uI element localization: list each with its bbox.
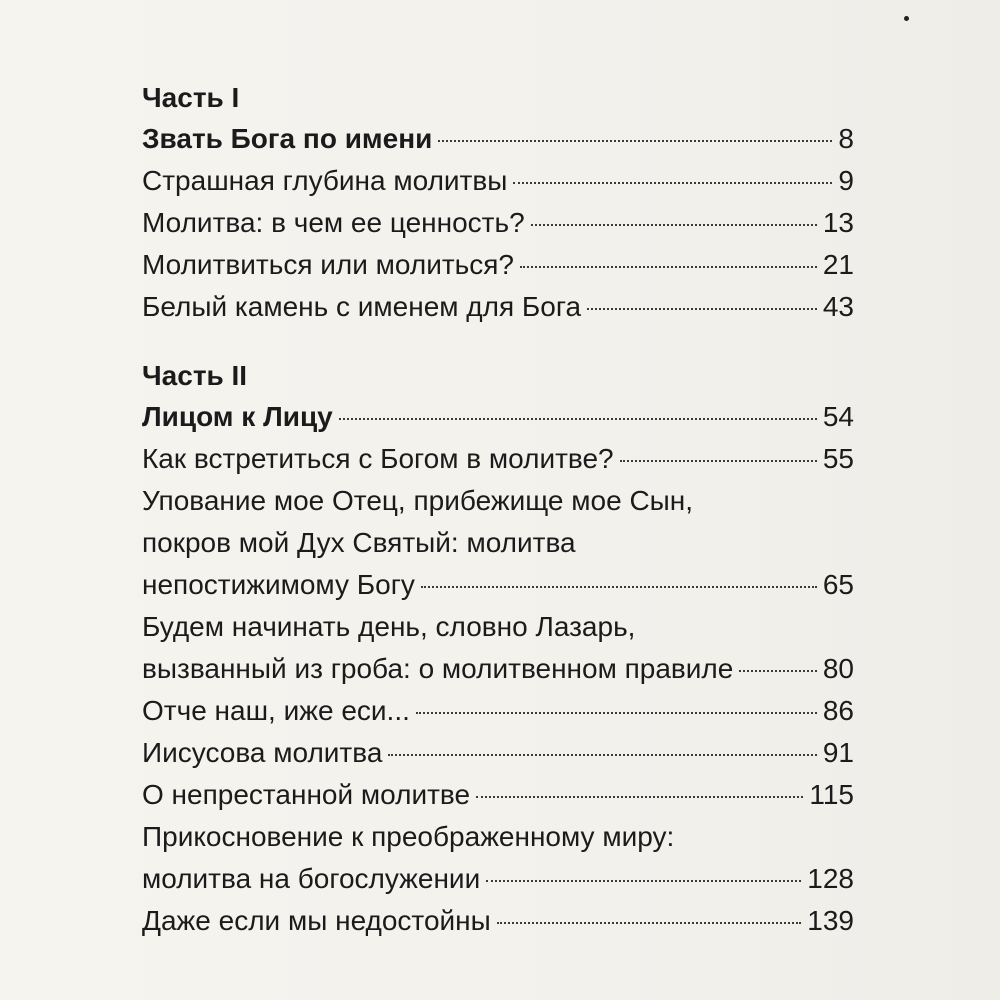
dot-leader (421, 586, 817, 588)
toc-entry (142, 732, 854, 774)
entry-title: О непрестанной молитве (142, 779, 471, 810)
dot-leader (416, 712, 817, 714)
page-number: 91 (822, 737, 854, 768)
entry-title: Как встретиться с Богом в молитве? (142, 443, 614, 474)
page-number: 128 (807, 863, 854, 894)
part-label: Часть I (142, 82, 240, 113)
page-number: 9 (838, 165, 854, 196)
page-number: 55 (822, 443, 854, 474)
entry-title: Даже если мы недостойны (142, 905, 491, 936)
entry-title: Иисусова молитва (142, 737, 383, 768)
dot-leader (739, 670, 817, 672)
entry-title-line: Будем начинать день, словно Лазарь, (142, 611, 636, 642)
toc-entry (142, 244, 854, 286)
toc-entry (142, 858, 854, 900)
page-number: 43 (822, 291, 854, 322)
dot-leader (620, 460, 817, 462)
part-title-row (142, 396, 854, 438)
page-number: 139 (807, 905, 854, 936)
entry-title: Отче наш, иже еси... (142, 695, 410, 726)
entry-title-line: Прикосновение к преображенному миру: (142, 821, 675, 852)
toc-entry (142, 564, 854, 606)
table-of-contents (142, 78, 854, 942)
entry-title-line: покров мой Дух Святый: молитва (142, 527, 576, 558)
page-number: 115 (809, 779, 854, 810)
part-title: Лицом к Лицу (142, 401, 333, 432)
dot-leader (531, 224, 817, 226)
dot-leader (520, 266, 817, 268)
part-title: Звать Бога по имени (142, 123, 433, 154)
entry-title: Белый камень с именем для Бога (142, 291, 582, 322)
entry-title-line: Упование мое Отец, прибежище мое Сын, (142, 485, 694, 516)
page-number: 13 (822, 207, 854, 238)
toc-entry (142, 648, 854, 690)
entry-title: непостижимому Богу (142, 569, 415, 600)
entry-title: вызванный из гроба: о молитвенном правиле (142, 653, 734, 684)
dot-leader (476, 796, 803, 798)
dot-leader (513, 182, 832, 184)
page-number: 65 (822, 569, 854, 600)
toc-entry (142, 438, 854, 480)
toc-entry (142, 774, 854, 816)
dot-leader (497, 922, 802, 924)
toc-entry (142, 202, 854, 244)
entry-title: молитва на богослужении (142, 863, 481, 894)
entry-title: Молитвиться или молиться? (142, 249, 514, 280)
entry-title: Молитва: в чем ее ценность? (142, 207, 525, 238)
page-number: 54 (822, 401, 854, 432)
toc-entry (142, 900, 854, 942)
dot-leader (438, 140, 832, 142)
page-number: 8 (838, 123, 854, 154)
toc-entry (142, 160, 854, 202)
ink-dot (904, 16, 909, 21)
dot-leader (486, 880, 801, 882)
dot-leader (339, 418, 817, 420)
dot-leader (388, 754, 816, 756)
toc-entry (142, 286, 854, 328)
page-number: 80 (822, 653, 854, 684)
part-label: Часть II (142, 360, 248, 391)
toc-entry (142, 690, 854, 732)
dot-leader (587, 308, 817, 310)
page-number: 21 (822, 249, 854, 280)
page-number: 86 (822, 695, 854, 726)
entry-title: Страшная глубина молитвы (142, 165, 508, 196)
part-title-row (142, 118, 854, 160)
section-gap (142, 328, 854, 356)
